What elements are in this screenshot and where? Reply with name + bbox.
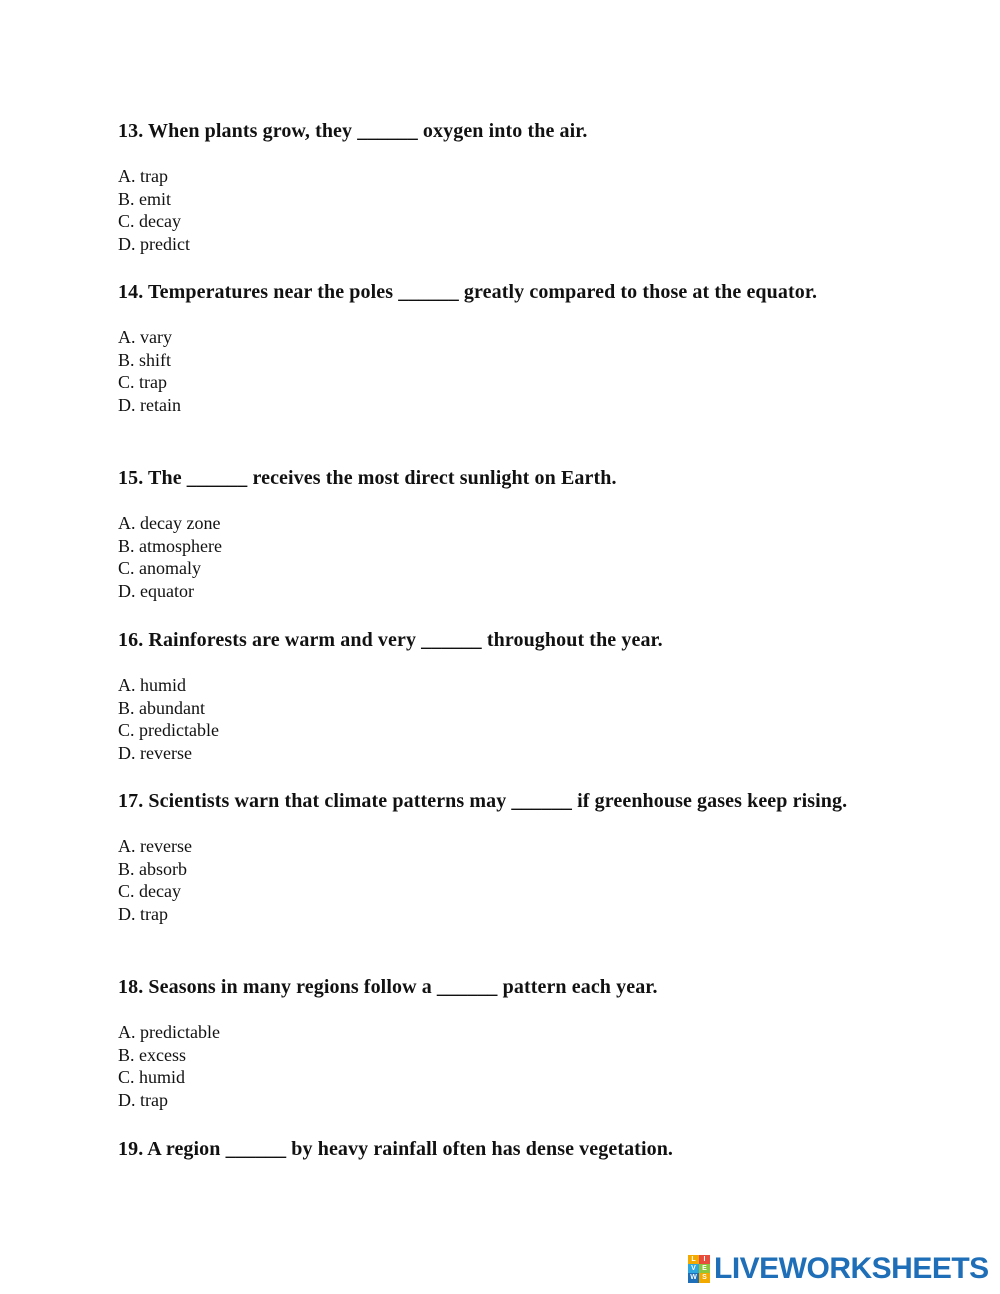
option-a[interactable]: A. decay zone	[118, 513, 221, 533]
question-text: 15. The ______ receives the most direct sunlight on Earth.	[118, 467, 617, 489]
option-a[interactable]: A. reverse	[118, 836, 192, 856]
options-list	[118, 165, 878, 256]
option-a[interactable]: A. trap	[118, 166, 168, 186]
option-b[interactable]: B. absorb	[118, 858, 187, 879]
option-d[interactable]: D. equator	[118, 581, 194, 602]
option-c[interactable]: C. decay	[118, 211, 181, 232]
option-c[interactable]: C. trap	[118, 372, 167, 393]
options-list	[118, 326, 878, 417]
question-text: 19. A region ______ by heavy rainfall often has dense vegetation.	[118, 1138, 674, 1160]
options-list	[118, 1021, 878, 1112]
options-list	[118, 674, 878, 765]
option-d[interactable]: D. trap	[118, 904, 168, 925]
question-17	[118, 789, 878, 926]
option-c[interactable]: C. anomaly	[118, 558, 201, 579]
liveworksheets-logo-icon	[688, 1255, 710, 1283]
question-text: 13. When plants grow, they ______ oxygen into the air.	[118, 120, 588, 142]
logo-block: S	[699, 1273, 710, 1283]
question-13	[118, 119, 878, 256]
logo-block: L	[688, 1255, 699, 1264]
option-c[interactable]: C. decay	[118, 881, 181, 902]
option-c[interactable]: C. predictable	[118, 720, 219, 741]
option-d[interactable]: D. retain	[118, 395, 181, 416]
question-text: 14. Temperatures near the poles ______ greatly compared to those at the equator.	[118, 281, 818, 303]
option-a[interactable]: A. humid	[118, 675, 187, 695]
logo-block: V	[688, 1264, 699, 1273]
question-14	[118, 280, 878, 417]
option-b[interactable]: B. emit	[118, 188, 171, 209]
question-15	[118, 466, 878, 603]
logo-block: E	[699, 1264, 710, 1273]
question-16	[118, 628, 878, 765]
brand-wordmark: LIVEWORKSHEETS	[714, 1252, 989, 1285]
options-list	[118, 835, 878, 926]
option-b[interactable]: B. atmosphere	[118, 535, 222, 556]
option-b[interactable]: B. abundant	[118, 697, 205, 718]
option-b[interactable]: B. shift	[118, 349, 172, 370]
question-19	[118, 1137, 878, 1162]
option-b[interactable]: B. excess	[118, 1044, 186, 1065]
logo-block: W	[688, 1273, 699, 1283]
question-text: 17. Scientists warn that climate patterns may ______ if greenhouse gases keep rising.	[118, 790, 848, 812]
option-d[interactable]: D. reverse	[118, 743, 192, 764]
option-d[interactable]: D. predict	[118, 234, 190, 255]
question-text: 18. Seasons in many regions follow a ______ pattern each year.	[118, 976, 658, 998]
liveworksheets-brand	[688, 1252, 989, 1286]
option-a[interactable]: A. predictable	[118, 1022, 220, 1042]
option-d[interactable]: D. trap	[118, 1090, 168, 1111]
logo-block: I	[699, 1255, 710, 1264]
option-c[interactable]: C. humid	[118, 1067, 186, 1088]
question-text: 16. Rainforests are warm and very ______ throughout the year.	[118, 629, 663, 651]
option-a[interactable]: A. vary	[118, 327, 172, 347]
question-18	[118, 975, 878, 1112]
options-list	[118, 512, 878, 603]
